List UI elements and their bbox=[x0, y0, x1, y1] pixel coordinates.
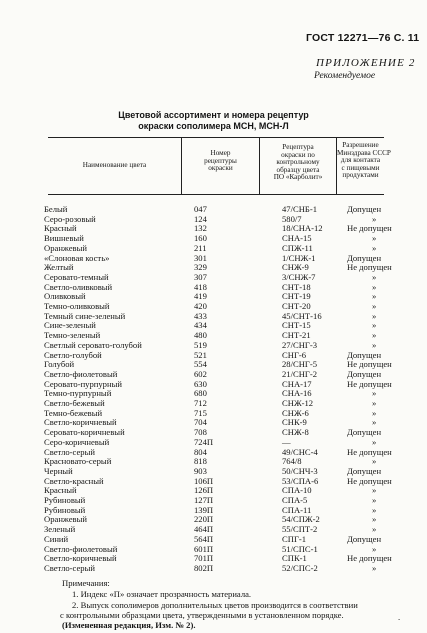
color-name-cell: Темно-пурпурный bbox=[44, 388, 112, 399]
column-header-recipe-number: Номер рецептуры окраски bbox=[204, 149, 237, 173]
approval-cell: » bbox=[372, 504, 377, 515]
appendix-title: ПРИЛОЖЕНИЕ 2 bbox=[316, 57, 416, 69]
approval-cell: » bbox=[372, 301, 377, 311]
table-row bbox=[0, 544, 427, 554]
table-row bbox=[0, 427, 427, 437]
table-row bbox=[0, 243, 427, 253]
control-recipe-cell: 52/СПС-2 bbox=[282, 562, 318, 573]
recipe-number-cell: 802П bbox=[194, 562, 214, 573]
approval-cell: Допущен bbox=[347, 368, 382, 379]
column-header-control-recipe: Рецептура окраски по контрольному образцу цвета ПО «Карболит» bbox=[273, 143, 323, 182]
approval-cell: » bbox=[372, 339, 377, 350]
table-row bbox=[0, 272, 427, 282]
recipe-number-cell: 307 bbox=[194, 271, 207, 282]
control-recipe-cell: СНГ-6 bbox=[282, 349, 307, 360]
recipe-number-cell: 464П bbox=[194, 524, 214, 535]
color-name-cell: Черный bbox=[44, 465, 73, 476]
recipe-number-cell: 712 bbox=[194, 398, 207, 408]
control-recipe-cell: СНА-17 bbox=[282, 378, 312, 389]
table-row bbox=[0, 534, 427, 544]
recipe-number-cell: 630 bbox=[194, 378, 207, 389]
table-row bbox=[0, 253, 427, 263]
control-recipe-cell: 764/8 bbox=[282, 456, 302, 467]
recipe-number-cell: 480 bbox=[194, 330, 207, 341]
color-name-cell: Зеленый bbox=[44, 524, 76, 535]
color-name-cell: Серо-розовый bbox=[44, 213, 96, 224]
color-name-cell: Оранжевый bbox=[44, 514, 87, 525]
color-name-cell: Красный bbox=[44, 223, 77, 234]
recipe-number-cell: 433 bbox=[194, 310, 207, 321]
table-row bbox=[0, 301, 427, 311]
color-name-cell: Серовато-пурпурный bbox=[44, 378, 122, 389]
recipe-number-cell: 903 bbox=[194, 465, 207, 476]
table-row bbox=[0, 204, 427, 214]
color-name-cell: Белый bbox=[44, 204, 68, 214]
color-name-cell: Светло-оливковый bbox=[44, 281, 113, 292]
approval-cell: Не допущен bbox=[347, 262, 392, 273]
recipe-number-cell: 564П bbox=[194, 533, 214, 544]
recipe-number-cell: 715 bbox=[194, 407, 207, 418]
table-row bbox=[0, 563, 427, 573]
color-name-cell: Темно-бежевый bbox=[44, 407, 103, 418]
table-row bbox=[0, 398, 427, 408]
color-name-cell: Красновато-серый bbox=[44, 456, 112, 467]
color-name-cell: Светлый серовато-голубой bbox=[44, 339, 142, 350]
control-recipe-cell: СПК-1 bbox=[282, 553, 307, 564]
control-recipe-cell: 49/СНС-4 bbox=[282, 446, 318, 457]
column-header-health-approval: Разрешение Минздрава СССР для контакта с пищевыми продуктами bbox=[337, 141, 391, 180]
approval-cell: » bbox=[372, 407, 377, 418]
gost-page-header: ГОСТ 12271—76 С. 11 bbox=[306, 32, 420, 44]
control-recipe-cell: 27/СНГ-3 bbox=[282, 339, 318, 350]
table-top-rule bbox=[48, 137, 384, 138]
color-name-cell: Темный сине-зеленый bbox=[44, 310, 126, 321]
color-name-cell: Серо-коричневый bbox=[44, 436, 110, 447]
approval-cell: » bbox=[372, 398, 377, 408]
notes-title: Примечания: bbox=[62, 578, 110, 588]
table-row bbox=[0, 437, 427, 447]
recipe-number-cell: 418 bbox=[194, 281, 207, 292]
approval-cell: » bbox=[372, 524, 377, 535]
color-name-cell: Светло-голубой bbox=[44, 349, 102, 360]
approval-cell: » bbox=[372, 281, 377, 292]
color-name-cell: Синий bbox=[44, 533, 69, 544]
table-row bbox=[0, 262, 427, 272]
control-recipe-cell: 51/СПС-1 bbox=[282, 543, 318, 554]
control-recipe-cell: СПЖ-11 bbox=[282, 242, 313, 253]
recipe-number-cell: 708 bbox=[194, 427, 207, 438]
recipe-number-cell: 301 bbox=[194, 252, 207, 263]
approval-cell: Не допущен bbox=[347, 359, 392, 370]
recipe-number-cell: 329 bbox=[194, 262, 207, 273]
page-mark: . bbox=[398, 612, 401, 622]
revision-note: (Измененная редакция, Изм. № 2). bbox=[62, 620, 196, 630]
table-row bbox=[0, 524, 427, 534]
table-row bbox=[0, 408, 427, 418]
approval-cell: » bbox=[372, 417, 377, 428]
table-row bbox=[0, 233, 427, 243]
recipe-number-cell: 554 bbox=[194, 359, 207, 370]
recipe-number-cell: 724П bbox=[194, 436, 214, 447]
note-2-line-1: 2. Выпуск сополимеров дополнительных цветов производится в соответствии bbox=[72, 600, 358, 610]
recipe-number-cell: 804 bbox=[194, 446, 207, 457]
control-recipe-cell: 3/СНЖ-7 bbox=[282, 271, 316, 282]
table-row bbox=[0, 417, 427, 427]
recipe-number-cell: 601П bbox=[194, 543, 214, 554]
approval-cell: Допущен bbox=[347, 533, 382, 544]
control-recipe-cell: 28/СНГ-5 bbox=[282, 359, 318, 370]
table-row bbox=[0, 379, 427, 389]
table-row bbox=[0, 369, 427, 379]
recipe-number-cell: 680 bbox=[194, 388, 207, 399]
color-name-cell: Оливковый bbox=[44, 291, 86, 302]
control-recipe-cell: СПА-5 bbox=[282, 495, 308, 505]
approval-cell: Допущен bbox=[347, 349, 382, 360]
approval-cell: » bbox=[372, 330, 377, 341]
control-recipe-cell: 580/7 bbox=[282, 213, 302, 224]
recipe-number-cell: 602 bbox=[194, 368, 207, 379]
table-row bbox=[0, 485, 427, 495]
color-name-cell: Светло-коричневый bbox=[44, 553, 117, 564]
color-name-cell: «Слоновая кость» bbox=[44, 252, 110, 263]
color-name-cell: Оранжевый bbox=[44, 242, 87, 253]
approval-cell: » bbox=[372, 495, 377, 505]
table-row bbox=[0, 456, 427, 466]
approval-cell: » bbox=[372, 388, 377, 399]
approval-cell: Не допущен bbox=[347, 378, 392, 389]
approval-cell: Допущен bbox=[347, 252, 382, 263]
appendix-subtitle: Рекомендуемое bbox=[314, 71, 376, 81]
recipe-number-cell: 139П bbox=[194, 504, 214, 515]
recipe-number-cell: 220П bbox=[194, 514, 214, 525]
control-recipe-cell: СПГ-1 bbox=[282, 533, 307, 544]
table-row bbox=[0, 505, 427, 515]
table-row bbox=[0, 388, 427, 398]
table-row bbox=[0, 223, 427, 233]
approval-cell: » bbox=[372, 562, 377, 573]
table-row bbox=[0, 495, 427, 505]
recipe-number-cell: 126П bbox=[194, 485, 214, 496]
color-name-cell: Вишневый bbox=[44, 233, 84, 244]
control-recipe-cell: СНК-9 bbox=[282, 417, 307, 428]
approval-cell: » bbox=[372, 291, 377, 302]
color-name-cell: Красный bbox=[44, 485, 77, 496]
table-row bbox=[0, 282, 427, 292]
recipe-number-cell: 701П bbox=[194, 553, 214, 564]
recipe-number-cell: 132 bbox=[194, 223, 207, 234]
color-name-cell: Желтый bbox=[44, 262, 74, 273]
recipe-number-cell: 519 bbox=[194, 339, 207, 350]
recipe-number-cell: 419 bbox=[194, 291, 207, 302]
control-recipe-cell: СНТ-18 bbox=[282, 281, 311, 292]
control-recipe-cell: 54/СПЖ-2 bbox=[282, 514, 320, 525]
approval-cell: » bbox=[372, 271, 377, 282]
table-caption-line-2: окраски сополимера МСН, МСН-Л bbox=[138, 121, 289, 131]
recipe-number-cell: 124 bbox=[194, 213, 207, 224]
approval-cell: Не допущен bbox=[347, 446, 392, 457]
recipe-number-cell: 127П bbox=[194, 495, 214, 505]
approval-cell: » bbox=[372, 436, 377, 447]
control-recipe-cell: 18/СНА-12 bbox=[282, 223, 323, 234]
approval-cell: Не допущен bbox=[347, 475, 392, 486]
recipe-number-cell: 521 bbox=[194, 349, 207, 360]
table-row bbox=[0, 340, 427, 350]
approval-cell: » bbox=[372, 242, 377, 253]
table-row bbox=[0, 311, 427, 321]
table-row bbox=[0, 447, 427, 457]
color-name-cell: Темно-зеленый bbox=[44, 330, 101, 341]
recipe-number-cell: 420 bbox=[194, 301, 207, 311]
table-row bbox=[0, 330, 427, 340]
control-recipe-cell: 53/СПА-6 bbox=[282, 475, 319, 486]
color-name-cell: Светло-серый bbox=[44, 446, 95, 457]
color-name-cell: Голубой bbox=[44, 359, 75, 370]
recipe-number-cell: 434 bbox=[194, 320, 207, 331]
approval-cell: » bbox=[372, 514, 377, 525]
color-name-cell: Серовато-коричневый bbox=[44, 427, 125, 438]
table-header-rule bbox=[48, 194, 384, 195]
control-recipe-cell: — bbox=[282, 436, 291, 447]
approval-cell: » bbox=[372, 213, 377, 224]
approval-cell: Допущен bbox=[347, 204, 382, 214]
approval-cell: Допущен bbox=[347, 465, 382, 476]
recipe-number-cell: 160 bbox=[194, 233, 207, 244]
control-recipe-cell: СНА-16 bbox=[282, 388, 312, 399]
control-recipe-cell: СПА-10 bbox=[282, 485, 312, 496]
recipe-number-cell: 704 bbox=[194, 417, 207, 428]
color-name-cell: Сине-зеленый bbox=[44, 320, 96, 331]
color-name-cell: Темно-оливковый bbox=[44, 301, 110, 311]
control-recipe-cell: 45/СНТ-16 bbox=[282, 310, 322, 321]
control-recipe-cell: СНА-15 bbox=[282, 233, 312, 244]
control-recipe-cell: СНЖ-9 bbox=[282, 262, 309, 273]
table-row bbox=[0, 359, 427, 369]
color-name-cell: Рубиновый bbox=[44, 495, 86, 505]
control-recipe-cell: СНТ-19 bbox=[282, 291, 311, 302]
recipe-number-cell: 211 bbox=[194, 242, 207, 253]
control-recipe-cell: 1/СНЖ-1 bbox=[282, 252, 316, 263]
control-recipe-cell: СНТ-15 bbox=[282, 320, 311, 331]
approval-cell: Не допущен bbox=[347, 223, 392, 234]
table-row bbox=[0, 320, 427, 330]
table-row bbox=[0, 476, 427, 486]
control-recipe-cell: 47/СНБ-1 bbox=[282, 204, 318, 214]
control-recipe-cell: СПА-11 bbox=[282, 504, 312, 515]
table-row bbox=[0, 291, 427, 301]
approval-cell: » bbox=[372, 456, 377, 467]
color-name-cell: Серовато-темный bbox=[44, 271, 109, 282]
control-recipe-cell: СНТ-21 bbox=[282, 330, 311, 341]
recipe-number-cell: 106П bbox=[194, 475, 214, 486]
control-recipe-cell: 50/СНЧ-3 bbox=[282, 465, 318, 476]
approval-cell: Не допущен bbox=[347, 553, 392, 564]
approval-cell: » bbox=[372, 485, 377, 496]
note-1: 1. Индекс «П» означает прозрачность материала. bbox=[72, 589, 252, 599]
approval-cell: » bbox=[372, 320, 377, 331]
color-name-cell: Светло-фиолетовый bbox=[44, 368, 118, 379]
control-recipe-cell: СНЖ-8 bbox=[282, 427, 309, 438]
table-row bbox=[0, 553, 427, 563]
recipe-number-cell: 047 bbox=[194, 204, 207, 214]
table-row bbox=[0, 514, 427, 524]
table-row bbox=[0, 350, 427, 360]
control-recipe-cell: СНЖ-6 bbox=[282, 407, 309, 418]
table-row bbox=[0, 466, 427, 476]
recipe-number-cell: 818 bbox=[194, 456, 207, 467]
approval-cell: » bbox=[372, 543, 377, 554]
control-recipe-cell: 21/СНГ-2 bbox=[282, 368, 318, 379]
color-name-cell: Светло-бежевый bbox=[44, 398, 105, 408]
control-recipe-cell: 55/СПТ-2 bbox=[282, 524, 318, 535]
color-name-cell: Рубиновый bbox=[44, 504, 86, 515]
table-caption-line-1: Цветовой ассортимент и номера рецептур bbox=[118, 110, 309, 120]
control-recipe-cell: СНЖ-12 bbox=[282, 398, 314, 408]
color-name-cell: Светло-серый bbox=[44, 562, 95, 573]
control-recipe-cell: СНТ-20 bbox=[282, 301, 311, 311]
note-2-line-2: с контрольными образцами цвета, утвержденными в установленном порядке. bbox=[60, 610, 344, 620]
color-name-cell: Светло-фиолетовый bbox=[44, 543, 118, 554]
approval-cell: » bbox=[372, 310, 377, 321]
color-name-cell: Светло-красный bbox=[44, 475, 104, 486]
approval-cell: Допущен bbox=[347, 427, 382, 438]
table-row bbox=[0, 214, 427, 224]
color-name-cell: Светло-коричневый bbox=[44, 417, 117, 428]
approval-cell: » bbox=[372, 233, 377, 244]
column-header-color-name: Наименование цвета bbox=[82, 161, 147, 169]
